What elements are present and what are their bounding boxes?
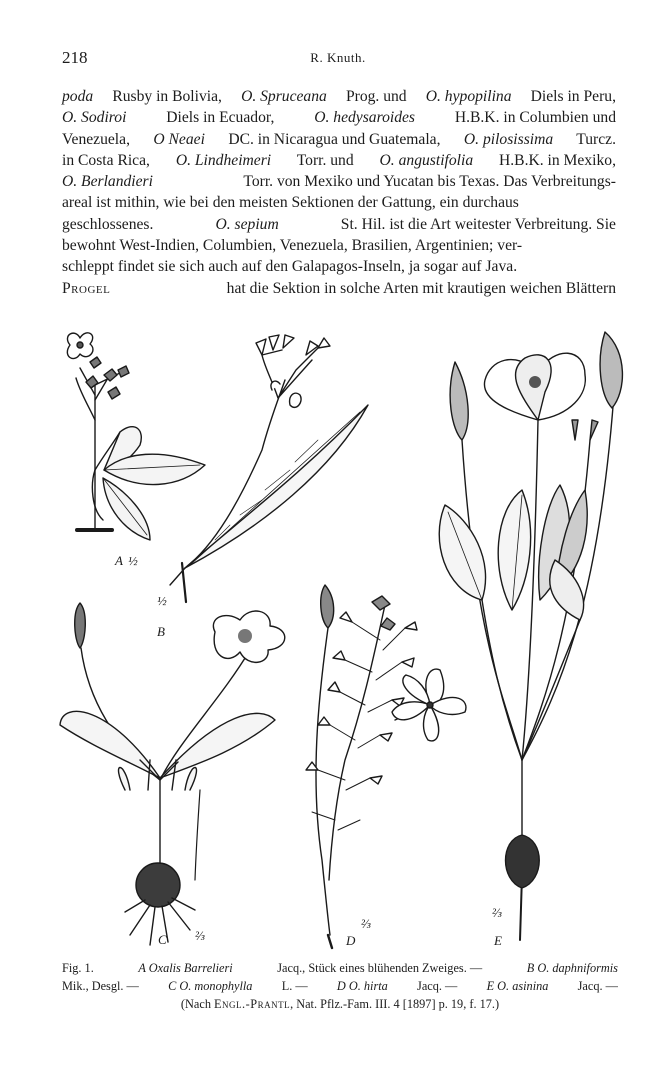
text-segment: O. Sodiroi [62, 109, 127, 127]
text-segment: St. Hil. ist die Art weitester Verbreitung. Sie [336, 215, 616, 233]
text-segment: O. angustifolia [379, 151, 474, 169]
text-segment: schleppt findet sie sich auch auf den Galapagos-Inseln, ja sogar auf Java. [62, 258, 518, 276]
text-segment: Torr. von Mexiko und Yucatan bis Texas. Das Verbreitungs- [239, 173, 616, 191]
figure-label-b: B [157, 624, 165, 639]
caption-segment: B O. daphniformis [526, 961, 618, 975]
text-segment: Turcz. [572, 130, 616, 148]
caption-segment: C O. monophylla [168, 979, 253, 993]
figure-label-c: C [158, 932, 167, 947]
running-head-author: R. Knuth. [310, 50, 366, 65]
caption-segment: Jacq. — [417, 979, 458, 993]
text-segment: Diels in Ecuador, [162, 109, 279, 127]
figure-a-oxalis-barrelieri [67, 333, 205, 540]
text-segment: O. Berlandieri [62, 173, 153, 191]
caption-segment: Jacq. — [577, 979, 618, 993]
text-segment: poda [62, 88, 94, 105]
text-segment: hat die Sektion in solche Arten mit krautigen weichen Blättern [222, 279, 616, 297]
caption-segment: L. — [281, 979, 308, 993]
text-segment: in Costa Rica, [62, 151, 154, 169]
figure-c-oxalis-monophylla [60, 603, 285, 945]
text-segment: geschlossenes. [62, 215, 158, 233]
text-segment: O Neaei [153, 130, 205, 148]
text-segment: O. Spruceana [241, 88, 327, 105]
text-segment: O. hedysaroides [314, 109, 415, 127]
figure-e-oxalis-asinina [439, 332, 622, 940]
caption-line [62, 959, 618, 977]
figure-scale-b: ½ [157, 593, 167, 608]
caption-line [62, 995, 618, 1013]
figure-scale-d: ⅔ [361, 916, 371, 931]
caption-segment: Jacq., Stück eines blühenden Zweiges. — [277, 961, 483, 975]
page-number: 218 [62, 48, 88, 67]
figure-label-a: A [115, 553, 123, 568]
text-segment: O. pilosissima [463, 130, 554, 148]
text-segment: bewohnt West-Indien, Columbien, Venezuela, Brasilien, Argentinien; ver- [62, 237, 523, 255]
caption-segment: (Nach [180, 997, 215, 1011]
caption-segment: , Nat. Pflz.-Fam. III. 4 [1897] p. 19, f. 17.) [290, 997, 500, 1011]
caption-segment: D O. hirta [336, 979, 388, 993]
figure-label-e: E [494, 933, 502, 948]
figure-scale-c: ⅔ [195, 928, 205, 943]
text-segment: H.B.K. in Mexiko, [495, 151, 616, 169]
caption-segment: Engl.-Prantl [214, 997, 291, 1011]
figure-label-d: D [346, 933, 356, 948]
figure-d-oxalis-hirta [306, 585, 466, 948]
caption-segment: Fig. 1. [62, 961, 94, 975]
text-segment: O. sepium [215, 215, 279, 233]
text-segment: Venezuela, [62, 130, 134, 148]
caption-segment: E O. asinina [486, 979, 549, 993]
caption-segment: Mik., Desgl. — [62, 979, 139, 993]
caption-line [62, 977, 618, 995]
text-segment: Torr. und [293, 151, 358, 169]
text-segment: Diels in Peru, [526, 88, 616, 105]
figure-caption [62, 959, 618, 1013]
text-segment: O. hypopilina [425, 88, 512, 105]
text-segment: Prog. und [342, 88, 411, 105]
text-segment: Rusby in Bolivia, [108, 88, 226, 105]
figure-scale-a: ½ [128, 553, 138, 568]
figure-scale-e: ⅔ [492, 905, 502, 920]
text-segment: Progel [62, 279, 111, 297]
text-segment: areal ist mithin, wie bei den meisten Sektionen der Gattung, ein durchaus [62, 194, 519, 212]
caption-segment: A Oxalis Barrelieri [138, 961, 233, 975]
text-segment: O. Lindheimeri [175, 151, 272, 169]
text-segment: H.B.K. in Columbien und [450, 109, 616, 127]
text-segment: DC. in Nicaragua und Guatemala, [224, 130, 445, 148]
